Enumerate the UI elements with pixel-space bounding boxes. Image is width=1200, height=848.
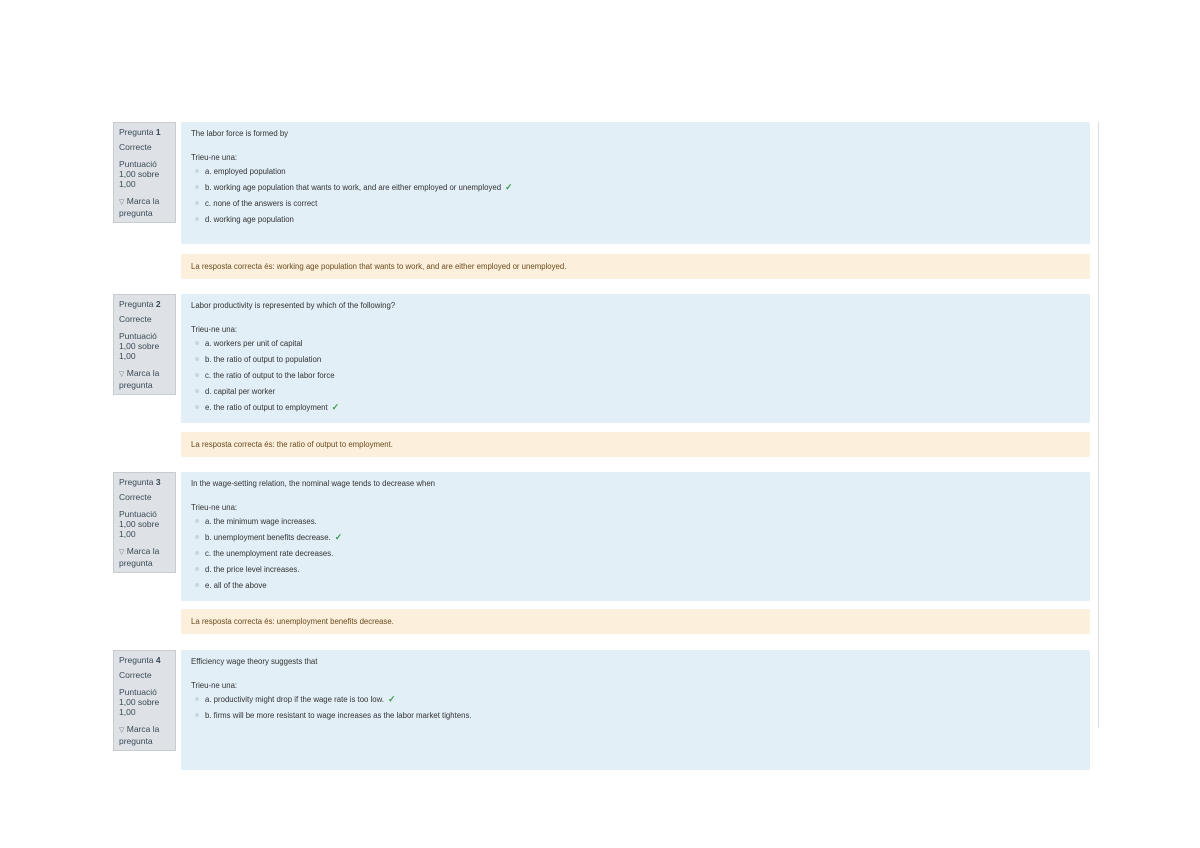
answer-option[interactable]: e. all of the above (195, 577, 342, 593)
answer-option[interactable]: a. productivity might drop if the wage rate is too low. ✓ (195, 691, 472, 707)
question-state: Correcte (119, 142, 152, 152)
flag-question-link[interactable]: ▽ Marca la pregunta (119, 546, 160, 568)
flag-question-link[interactable]: ▽ Marca la pregunta (119, 724, 160, 746)
grade-value: 1,00 sobre 1,00 (119, 697, 160, 717)
answer-option[interactable]: a. the minimum wage increases. (195, 513, 342, 529)
question-text: Labor productivity is represented by which of the following? (191, 301, 396, 310)
answer-prompt: Trieu-ne una: (191, 153, 238, 162)
quiz-review-page (113, 122, 1098, 746)
radio-icon[interactable] (195, 357, 199, 361)
question-text: The labor force is formed by (191, 129, 289, 138)
check-icon: ✓ (388, 693, 396, 704)
question-text: In the wage-setting relation, the nominal wage tends to decrease when (191, 479, 436, 488)
radio-icon[interactable] (195, 217, 199, 221)
answer-option[interactable]: d. capital per worker (195, 383, 339, 399)
radio-icon[interactable] (195, 697, 199, 701)
radio-icon[interactable] (195, 405, 199, 409)
flag-icon: ▽ (119, 727, 125, 734)
radio-icon[interactable] (195, 713, 199, 717)
question-info (113, 650, 176, 751)
answer-option[interactable]: a. employed population (195, 163, 513, 179)
question-number: Pregunta 2 (119, 299, 161, 309)
correct-answer-feedback: La resposta correcta és: the ratio of output to employment. (181, 432, 1090, 457)
answer-options (195, 335, 339, 415)
question-content (181, 122, 1090, 244)
radio-icon[interactable] (195, 583, 199, 587)
question-state: Correcte (119, 492, 152, 502)
flag-question-link[interactable]: ▽ Marca la pregunta (119, 196, 160, 218)
radio-icon[interactable] (195, 551, 199, 555)
radio-icon[interactable] (195, 373, 199, 377)
check-icon: ✓ (331, 401, 340, 412)
flag-icon: ▽ (119, 371, 125, 378)
grade-value: 1,00 sobre 1,00 (119, 519, 160, 539)
answer-option[interactable]: d. the price level increases. (195, 561, 342, 577)
grade-label: Puntuació (119, 687, 157, 697)
flag-icon: ▽ (119, 199, 125, 206)
radio-icon[interactable] (195, 341, 199, 345)
grade-label: Puntuació (119, 509, 157, 519)
answer-option[interactable]: e. the ratio of output to employment ✓ (195, 399, 339, 415)
radio-icon[interactable] (195, 185, 199, 189)
answer-prompt: Trieu-ne una: (191, 325, 238, 334)
answer-options (195, 513, 342, 593)
question-number: Pregunta 4 (119, 655, 161, 665)
flag-question-link[interactable]: ▽ Marca la pregunta (119, 368, 160, 390)
answer-options (195, 691, 472, 723)
question-state: Correcte (119, 314, 152, 324)
question-content (181, 472, 1090, 601)
answer-option[interactable]: b. firms will be more resistant to wage increases as the labor market tightens. (195, 707, 472, 723)
answer-options (195, 163, 513, 227)
question-info (113, 294, 176, 395)
question-number: Pregunta 3 (119, 477, 161, 487)
answer-option[interactable]: d. working age population (195, 211, 513, 227)
question-number: Pregunta 1 (119, 127, 161, 137)
check-icon: ✓ (505, 181, 513, 192)
flag-icon: ▽ (119, 549, 125, 556)
correct-answer-feedback: La resposta correcta és: unemployment benefits decrease. (181, 609, 1090, 634)
grade-label: Puntuació (119, 159, 157, 169)
question-info (113, 472, 176, 573)
answer-option[interactable]: c. the ratio of output to the labor force (195, 367, 339, 383)
radio-icon[interactable] (195, 519, 199, 523)
question-text: Efficiency wage theory suggests that (191, 657, 318, 666)
answer-option[interactable]: b. the ratio of output to population (195, 351, 339, 367)
answer-option[interactable]: c. none of the answers is correct (195, 195, 513, 211)
question-content (181, 294, 1090, 423)
answer-option[interactable]: b. working age population that wants to work, and are either employed or unemployed ✓ (195, 179, 513, 195)
radio-icon[interactable] (195, 567, 199, 571)
correct-answer-feedback: La resposta correcta és: working age population that wants to work, and are either employed or unemployed. (181, 254, 1090, 279)
radio-icon[interactable] (195, 169, 199, 173)
answer-option[interactable]: a. workers per unit of capital (195, 335, 339, 351)
grade-label: Puntuació (119, 331, 157, 341)
grade-value: 1,00 sobre 1,00 (119, 169, 160, 189)
answer-prompt: Trieu-ne una: (191, 681, 238, 690)
question-state: Correcte (119, 670, 152, 680)
question-content (181, 650, 1090, 770)
answer-option[interactable]: b. unemployment benefits decrease. ✓ (195, 529, 342, 545)
check-icon: ✓ (334, 531, 343, 542)
radio-icon[interactable] (195, 201, 199, 205)
grade-value: 1,00 sobre 1,00 (119, 341, 160, 361)
answer-option[interactable]: c. the unemployment rate decreases. (195, 545, 342, 561)
radio-icon[interactable] (195, 389, 199, 393)
page-right-border (1098, 122, 1099, 728)
answer-prompt: Trieu-ne una: (191, 503, 238, 512)
radio-icon[interactable] (195, 535, 199, 539)
question-info (113, 122, 176, 223)
